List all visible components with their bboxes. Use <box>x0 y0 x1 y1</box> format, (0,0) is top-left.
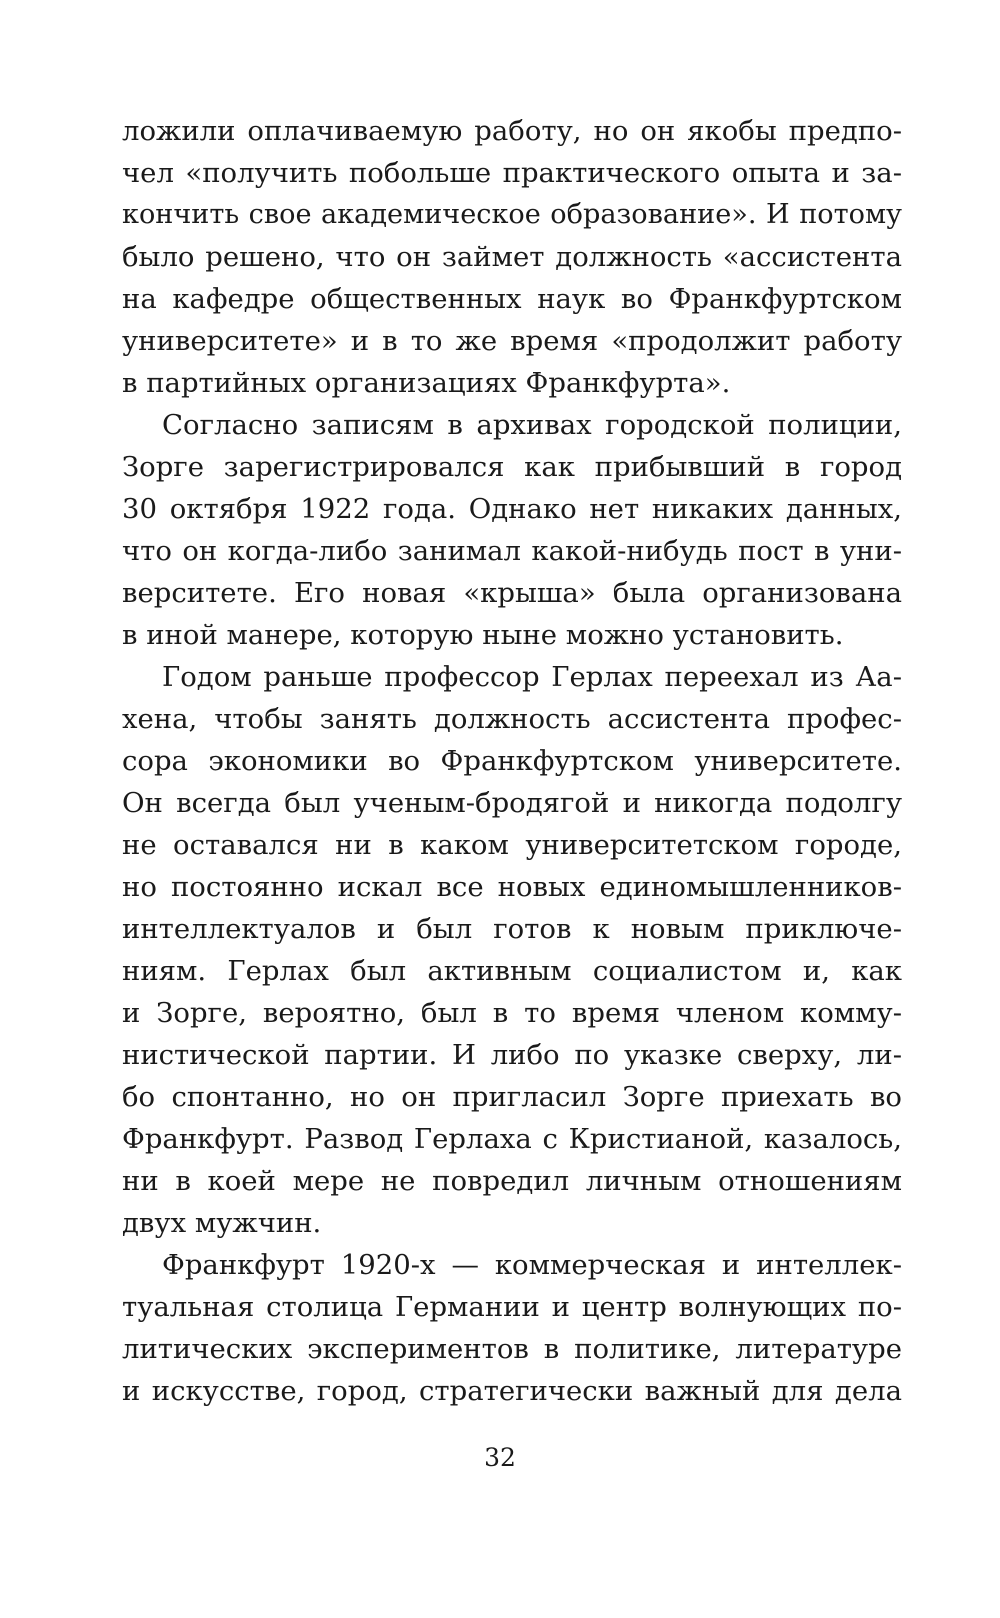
text-line: бо спонтанно, но он пригласил Зорге приехать во <box>122 1081 902 1113</box>
text-line: ложили оплачиваемую работу, но он якобы предпо- <box>122 115 902 147</box>
text-line: но постоянно искал все новых единомышленников- <box>122 871 902 903</box>
text-line: что он когда-либо занимал какой-нибудь пост в уни- <box>122 535 902 567</box>
text-line: и искусстве, город, стратегически важный для дела <box>122 1375 902 1407</box>
text-line: было решено, что он займет должность «ассистента <box>122 241 902 273</box>
text-line: на кафедре общественных наук во Франкфуртском <box>122 283 902 315</box>
text-line: не оставался ни в каком университетском городе, <box>122 829 902 861</box>
text-line: кончить свое академическое образование». И потому <box>122 199 902 230</box>
paragraph-4 <box>122 1244 902 1412</box>
text-line: Согласно записям в архивах городской полиции, <box>162 409 902 441</box>
text-line: ни в коей мере не повредил личным отношениям <box>122 1165 902 1197</box>
text-line: верситете. Его новая «крыша» была организована <box>122 577 902 609</box>
text-line: нистической партии. И либо по указке сверху, ли- <box>122 1039 902 1071</box>
page-number: 32 <box>484 1443 516 1472</box>
paragraph-3 <box>122 656 902 1244</box>
body-text <box>122 110 902 1412</box>
paragraph-1 <box>122 110 902 404</box>
text-line: Франкфурт. Развод Герлаха с Кристианой, казалось, <box>122 1123 902 1155</box>
text-line: Годом раньше профессор Герлах переехал из Аа- <box>162 661 902 693</box>
text-line: литических экспериментов в политике, литературе <box>122 1333 902 1365</box>
text-line: интеллектуалов и был готов к новым приключе- <box>122 913 902 945</box>
text-line: и Зорге, вероятно, был в то время членом комму- <box>122 997 902 1029</box>
text-line: двух мужчин. <box>122 1207 322 1239</box>
text-line: Франкфурт 1920-х — коммерческая и интеллек- <box>162 1249 902 1281</box>
text-line: Он всегда был ученым-бродягой и никогда подолгу <box>122 787 902 819</box>
text-line: в партийных организациях Франкфурта». <box>122 367 731 399</box>
text-line: Зорге зарегистрировался как прибывший в город <box>122 451 902 483</box>
text-line: 30 октября 1922 года. Однако нет никаких данных, <box>122 493 902 525</box>
paragraph-2 <box>122 404 902 656</box>
text-line: чел «получить побольше практического опыта и за- <box>122 157 902 189</box>
text-line: сора экономики во Франкфуртском университете. <box>122 745 902 777</box>
text-line: в иной манере, которую ныне можно установить. <box>122 619 844 651</box>
text-line: университете» и в то же время «продолжит работу <box>122 325 902 357</box>
text-line: ниям. Герлах был активным социалистом и, как <box>122 955 902 987</box>
text-line: хена, чтобы занять должность ассистента профес- <box>122 703 902 735</box>
text-line: туальная столица Германии и центр волнующих по- <box>122 1291 902 1323</box>
